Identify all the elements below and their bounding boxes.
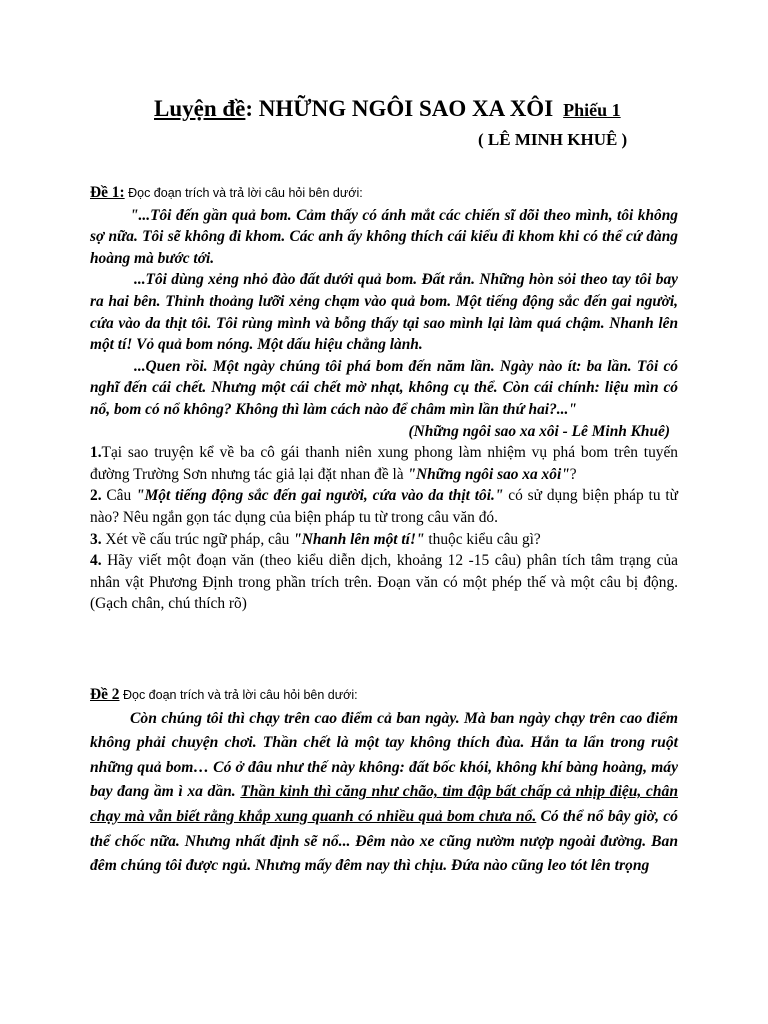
exercise-2-instruction: Đọc đoạn trích và trả lời câu hỏi bên dưới: xyxy=(119,688,358,702)
question-3-post: thuộc kiểu câu gì? xyxy=(424,530,541,548)
excerpt-2-underlined: Thần kinh thì căng như chão, tim đập bất chấp cả nhịp điệu, chân chạy mà vẫn biết rằng khắp xung quanh có nhiều quả bom chưa nổ. xyxy=(90,783,678,825)
question-4-number: 4. xyxy=(90,552,102,570)
exercise-1 xyxy=(90,182,678,615)
question-1-number: 1. xyxy=(90,444,102,462)
excerpt-paragraph-1: "...Tôi đến gần quả bom. Cảm thấy có ánh mắt các chiến sĩ dõi theo mình, tôi không sợ nữa. Tôi sẽ không đi khom. Các anh ấy không thích cái kiểu đi khom khi có thể cứ đàng hoàng mà bước tới. xyxy=(90,206,678,267)
document-title xyxy=(154,96,621,122)
question-3-number: 3. xyxy=(90,530,102,548)
question-1-quote: "Những ngôi sao xa xôi" xyxy=(407,465,570,483)
author-line: ( LÊ MINH KHUÊ ) xyxy=(478,130,628,149)
question-2 xyxy=(90,485,678,528)
question-1-end: ? xyxy=(569,465,577,483)
excerpt-2-part-b: Có thể nổ bây giờ, có thể chốc nữa. Nhưng nhất định sẽ nổ... Đêm nào xe cũng nườm nượp ngoài đường. Ban đêm chúng tôi được ngủ. Nhưng mấy đêm nay thì chịu. Đứa nào cũng leo tót lên trọng xyxy=(90,807,678,875)
exercise-1-label: Đề 1: xyxy=(90,184,125,201)
excerpt-paragraph-2: ...Tôi dùng xẻng nhỏ đào đất dưới quả bom. Đất rắn. Những hòn sỏi theo tay tôi bay ra hai bên. Thỉnh thoảng lưỡi xẻng chạm vào quả bom. Một tiếng động sắc đến gai người, cứa vào da thịt tôi. Tôi rùng mình và bỗng thấy tại sao mình lại làm quá chậm. Nhanh lên một tí! Vỏ quả bom nóng. Một dấu hiệu chẳng lành. xyxy=(90,271,678,354)
exercise-1-heading xyxy=(90,182,678,205)
question-1 xyxy=(90,442,678,485)
exercise-2-heading xyxy=(90,684,678,707)
question-2-quote: "Một tiếng động sắc đến gai người, cứa vào da thịt tôi." xyxy=(136,487,504,505)
question-4-text: Hãy viết một đoạn văn (theo kiểu diễn dịch, khoảng 12 -15 câu) phân tích tâm trạng của nhân vật Phương Định trong phần trích trên. Đoạn văn có một phép thế và một câu bị động. (Gạch chân, chú thích rõ) xyxy=(90,552,678,613)
question-3-quote: "Nhanh lên một tí!" xyxy=(293,530,425,548)
excerpt-source: (Những ngôi sao xa xôi - Lê Minh Khuê) xyxy=(408,422,670,440)
excerpt-2-paragraph xyxy=(90,707,678,879)
title-main: : NHỮNG NGÔI SAO XA XÔI xyxy=(245,96,554,121)
question-2-number: 2. xyxy=(90,487,102,505)
question-2-post: có sử dụng biện pháp tu từ nào? Nêu ngắn gọn tác dụng của biện pháp tu từ trong câu văn đó. xyxy=(90,487,678,526)
exercise-2 xyxy=(90,684,678,879)
exercise-2-label: Đề 2 xyxy=(90,686,120,703)
question-2-pre: Câu xyxy=(101,487,137,505)
title-prefix: Luyện đề xyxy=(154,96,246,121)
question-3-pre: Xét về cấu trúc ngữ pháp, câu xyxy=(101,530,294,548)
question-3 xyxy=(90,529,678,551)
excerpt-paragraph-3: ...Quen rồi. Một ngày chúng tôi phá bom đến năm lần. Ngày nào ít: ba lần. Tôi có nghĩ đến cái chết. Nhưng một cái chết mờ nhạt, không cụ thể. Còn cái chính: liệu mìn có nổ, bom có nổ không? Không thì làm cách nào để châm mìn lần thứ hai?..." xyxy=(90,357,678,418)
question-4 xyxy=(90,550,678,615)
question-1-text: Tại sao truyện kể về ba cô gái thanh niên xung phong làm nhiệm vụ phá bom trên tuyến đường Trường Sơn nhưng tác giả lại đặt nhan đề là xyxy=(90,444,678,483)
excerpt-2-part-a: Còn chúng tôi thì chạy trên cao điểm cả ban ngày. Mà ban ngày chạy trên cao điểm không phải chuyện chơi. Thần chết là một tay không thích đùa. Hắn ta lẩn trong ruột những quả bom… Có ở đâu như thế này không: đất bốc khói, không khí bàng hoàng, máy bay đang ầm ì xa dần. xyxy=(90,709,678,801)
sheet-label: Phiếu 1 xyxy=(563,100,621,120)
exercise-1-instruction: Đọc đoạn trích và trả lời câu hỏi bên dưới: xyxy=(124,186,363,200)
